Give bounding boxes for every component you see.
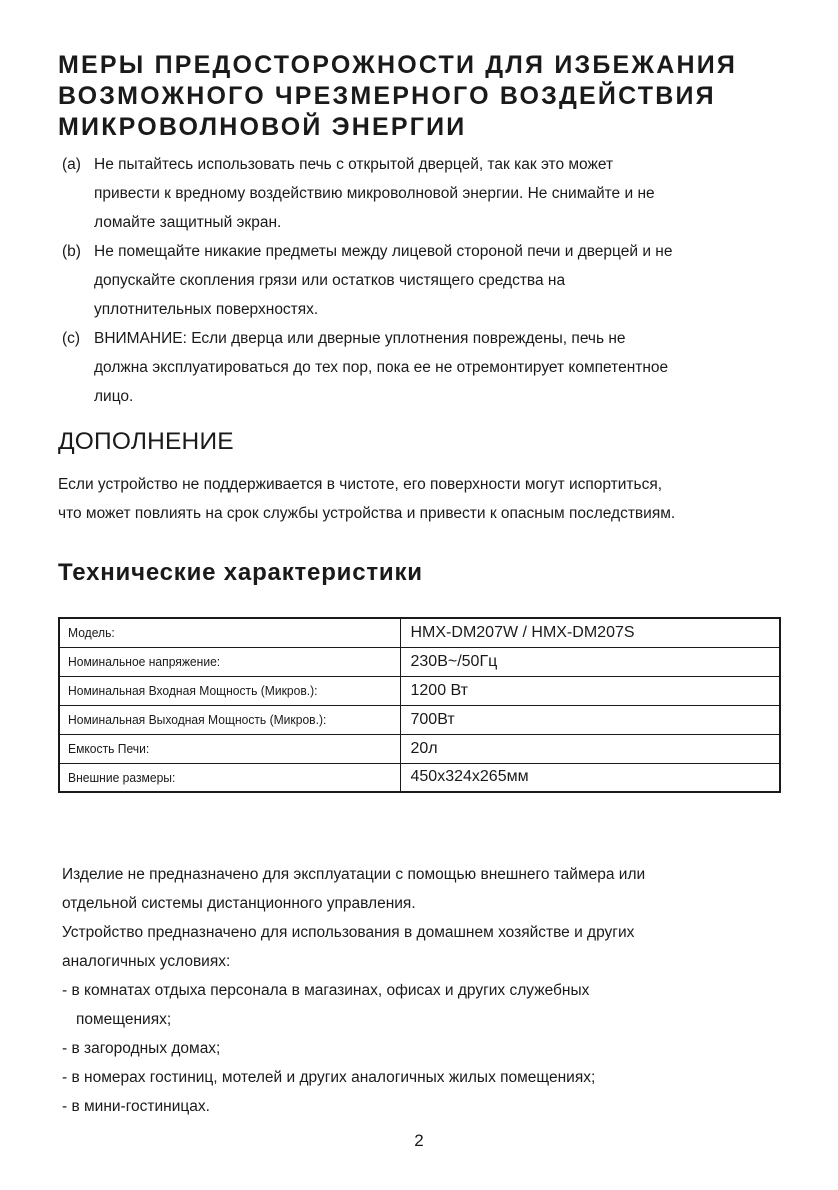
precaution-item-a <box>62 150 812 237</box>
item-text-line: должна эксплуатироваться до тех пор, пока ее не отремонтирует компетентное <box>94 359 669 376</box>
table-row <box>59 705 780 734</box>
spec-key-text: Модель: <box>68 625 115 641</box>
usage-text <box>62 860 822 1121</box>
usage-line: отдельной системы дистанционного управления. <box>62 895 416 912</box>
precaution-item-b <box>62 237 812 324</box>
spec-key-text: Внешние размеры: <box>68 769 176 785</box>
addendum-text <box>58 470 818 528</box>
spec-key <box>59 734 400 763</box>
precautions-title <box>58 50 818 143</box>
item-text-line: уплотнительных поверхностях. <box>94 301 319 318</box>
spec-value: HMX-DM207W / HMX-DM207S <box>400 618 780 647</box>
item-label: (a) <box>62 156 81 173</box>
usage-list-item: - в комнатах отдыха персонала в магазинах, офисах и других служебных <box>62 982 590 999</box>
item-text-line: привести к вредному воздействию микроволновой энергии. Не снимайте и не <box>94 185 655 202</box>
spec-key <box>59 618 400 647</box>
addendum-line: что может повлиять на срок службы устройства и привести к опасным последствиям. <box>58 505 676 522</box>
specs-table <box>58 617 781 793</box>
spec-key <box>59 647 400 676</box>
precautions-list <box>62 150 812 411</box>
spec-key <box>59 676 400 705</box>
table-row <box>59 676 780 705</box>
spec-value: 450x324x265мм <box>400 763 780 792</box>
item-text-line: ВНИМАНИЕ: Если дверца или дверные уплотнения повреждены, печь не <box>94 330 626 347</box>
spec-key-text: Номинальная Выходная Мощность (Микров.): <box>68 712 327 727</box>
item-label: (b) <box>62 243 81 260</box>
item-text-line: Не помещайте никакие предметы между лицевой стороной печи и дверцей и не <box>94 243 673 260</box>
spec-value: 1200 Вт <box>400 676 780 705</box>
item-text-line: Не пытайтесь использовать печь с открытой дверцей, так как это может <box>94 156 614 173</box>
usage-line: аналогичных условиях: <box>62 953 231 970</box>
spec-value: 230В~/50Гц <box>400 647 780 676</box>
usage-list-item: - в номерах гостиниц, мотелей и других аналогичных жилых помещениях; <box>62 1069 596 1086</box>
item-text-line: лицо. <box>94 388 134 405</box>
spec-key-text: Номинальная Входная Мощность (Микров.): <box>68 683 318 698</box>
title-line: МЕРЫ ПРЕДОСТОРОЖНОСТИ ДЛЯ ИЗБЕЖАНИЯ <box>58 51 738 79</box>
precaution-item-c <box>62 324 812 411</box>
spec-key-text: Номинальное напряжение: <box>68 654 221 669</box>
usage-list-item-continued: помещениях; <box>76 1011 172 1028</box>
title-line: МИКРОВОЛНОВОЙ ЭНЕРГИИ <box>58 113 467 141</box>
item-text-line: допускайте скопления грязи или остатков чистящего средства на <box>94 272 566 289</box>
addendum-line: Если устройство не поддерживается в чистоте, его поверхности могут испортиться, <box>58 476 663 493</box>
spec-key <box>59 705 400 734</box>
table-row <box>59 618 780 647</box>
usage-line: Устройство предназначено для использования в домашнем хозяйстве и других <box>62 924 635 941</box>
addendum-heading: ДОПОЛНЕНИЕ <box>58 428 234 455</box>
usage-line: Изделие не предназначено для эксплуатации с помощью внешнего таймера или <box>62 866 646 883</box>
specs-heading: Технические характеристики <box>58 559 423 586</box>
usage-list-item: - в мини-гостиницах. <box>62 1098 210 1115</box>
title-line: ВОЗМОЖНОГО ЧРЕЗМЕРНОГО ВОЗДЕЙСТВИЯ <box>58 82 716 110</box>
page-number: 2 <box>414 1131 424 1150</box>
table-row <box>59 647 780 676</box>
usage-list-item: - в загородных домах; <box>62 1040 221 1057</box>
table-row <box>59 734 780 763</box>
spec-key <box>59 763 400 792</box>
spec-key-text: Емкость Печи: <box>68 741 150 756</box>
spec-value: 700Вт <box>400 705 780 734</box>
table-row <box>59 763 780 792</box>
spec-value: 20л <box>400 734 780 763</box>
item-text-line: ломайте защитный экран. <box>94 214 282 231</box>
item-label: (c) <box>62 330 81 347</box>
